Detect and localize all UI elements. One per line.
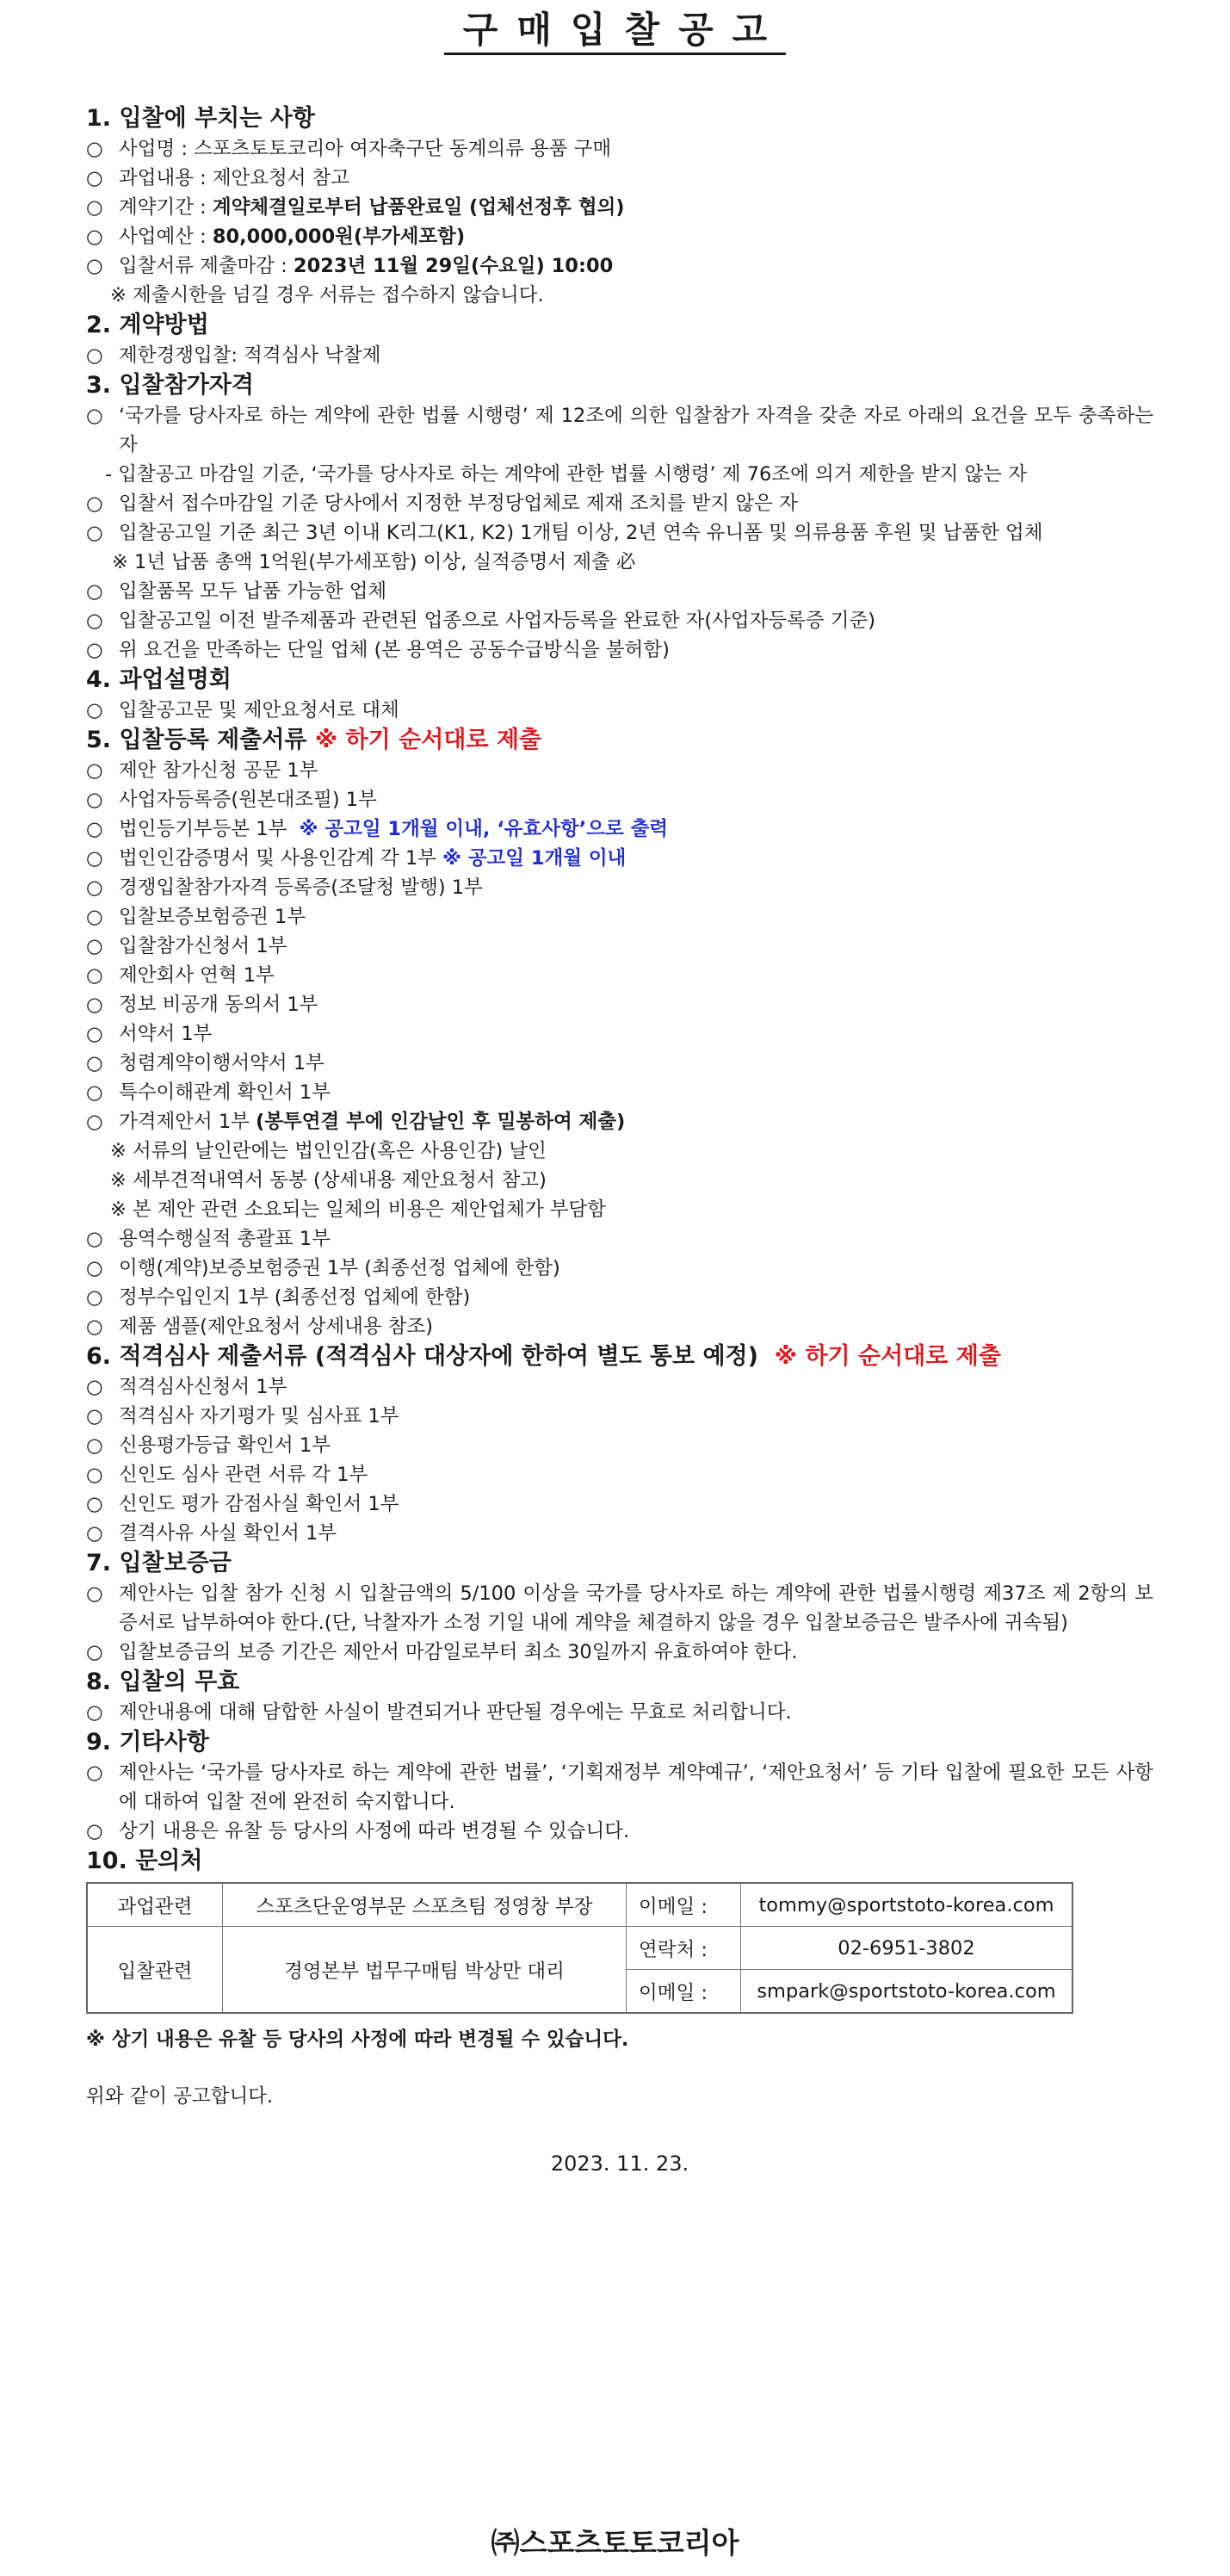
list-item: ○ 서약서 1부 [86,1019,1153,1049]
list-item: ○ 사업예산 : 80,000,000원(부가세포함) [86,222,1153,251]
list-item: ○ 용역수행실적 총괄표 1부 [86,1224,1153,1254]
section-10 [86,1846,1153,2176]
list-item: ○ 상기 내용은 유찰 등 당사의 사정에 따라 변경될 수 있습니다. [86,1817,1153,1846]
list-item: ○ 위 요건을 만족하는 단일 업체 (본 용역은 공동수급방식을 불허함) [86,635,1153,665]
list-item: ○ ‘국가를 당사자로 하는 계약에 관한 법률 시행령’ 제 12조에 의한 입찰참가 자격을 갖춘 자로 아래의 요건을 모두 충족하는 자 [86,401,1153,460]
list-item: ○ 결격사유 사실 확인서 1부 [86,1519,1153,1548]
section-1 [86,103,1153,310]
section-heading: 1. 입찰에 부치는 사항 [86,105,315,132]
list-item: ○ 과업내용 : 제안요청서 참고 [86,164,1153,193]
phone-value[interactable]: 02-6951-3802 [741,1927,1073,1970]
note: ※ 서류의 날인란에는 법인인감(혹은 사용인감) 날인 [110,1140,547,1162]
list-item: ○ 제안사는 입찰 참가 신청 시 입찰금액의 5/100 이상을 국가를 당사자로 하는 계약에 관한 법률시행령 제37조 제 2항의 보증서로 납부하여야 한다.(단, 낙찰자가 소정 기일 내에 계약을 체결하지 않을 경우 입찰보증금은 발주사에 귀속됨) [86,1579,1153,1638]
list-item: ○ 입찰보증보험증권 1부 [86,902,1153,932]
list-item: ○ 제안회사 연혁 1부 [86,961,1153,990]
section-heading: 2. 계약방법 [86,312,209,338]
section-heading: 7. 입찰보증금 [86,1550,232,1576]
list-item: ○ 입찰서 접수마감일 기준 당사에서 지정한 부정당업체로 제재 조치를 받지 않은 자 [86,489,1153,518]
section-6 [86,1341,1153,1548]
list-item: ○ 입찰공고일 이전 발주제품과 관련된 업종으로 사업자등록을 완료한 자(사업자등록증 기준) [86,606,1153,635]
list-item: ○ 법인등기부등본 1부 ※ 공고일 1개월 이내, ‘유효사항’으로 출력 [86,814,1153,844]
table-cell: 스포츠단운영부문 스포츠팀 정영창 부장 [223,1883,627,1927]
sub-item: - 입찰공고 마감일 기준, ‘국가를 당사자로 하는 계약에 관한 법률 시행령’ 제 76조에 의거 제한을 받지 않는 자 [105,463,1027,486]
table-cell: 이메일 : [627,1970,741,2014]
list-item: ○ 적격심사 자기평가 및 심사표 1부 [86,1402,1153,1431]
note: ※ 1년 납품 총액 1억원(부가세포함) 이상, 실적증명서 제출 必 [112,551,636,573]
section-9 [86,1727,1153,1846]
list-item: ○ 제품 샘플(제안요청서 상세내용 참조) [86,1312,1153,1341]
list-item: ○ 신용평가등급 확인서 1부 [86,1431,1153,1460]
section-8 [86,1667,1153,1727]
organization-name: ㈜스포츠토토코리아 [491,2526,739,2560]
list-item: ○ 정보 비공개 동의서 1부 [86,990,1153,1019]
list-item: ○ 정부수입인지 1부 (최종선정 업체에 한함) [86,1283,1153,1312]
table-cell: 연락처 : [627,1927,741,1970]
section-heading: 10. 문의처 [86,1848,203,1874]
contact-table [86,1882,1073,2014]
email-value[interactable]: tommy@sportstoto-korea.com [741,1883,1073,1927]
list-item: ○ 법인인감증명서 및 사용인감계 각 1부 ※ 공고일 1개월 이내 [86,844,1153,873]
section-heading: 4. 과업설명회 [86,666,232,693]
table-row [87,1883,1072,1927]
announcement-date: 2023. 11. 23. [550,2152,689,2176]
order-note: ※ 하기 순서대로 제출 [314,727,542,753]
list-item: ○ 이행(계약)보증보험증권 1부 (최종선정 업체에 한함) [86,1254,1153,1283]
table-cell: 입찰관련 [87,1927,223,2014]
list-item: ○ 계약기간 : 계약체결일로부터 납품완료일 (업체선정후 협의) [86,193,1153,222]
section-heading: 3. 입찰참가자격 [86,372,254,399]
section-heading: 9. 기타사항 [86,1729,209,1756]
list-item: ○ 입찰품목 모두 납품 가능한 업체 [86,577,1153,606]
section-3 [86,370,1153,665]
announcement-body [86,103,1153,2176]
table-cell: 과업관련 [87,1883,223,1927]
section-5 [86,725,1153,1341]
list-item: ○ 청렴계약이행서약서 1부 [86,1049,1153,1078]
section-heading: 8. 입찰의 무효 [86,1669,240,1695]
list-item: ○ 사업명 : 스포츠토토코리아 여자축구단 동계의류 용품 구매 [86,134,1153,164]
list-item: ○ 적격심사신청서 1부 [86,1372,1153,1402]
list-item: ○ 제안 참가신청 공문 1부 [86,756,1153,785]
table-cell: 경영본부 법무구매팀 박상만 대리 [223,1927,627,2014]
table-cell: 이메일 : [627,1883,741,1927]
section-2 [86,310,1153,370]
section-heading: 6. 적격심사 제출서류 (적격심사 대상자에 한하여 별도 통보 예정) ※ 하기 순서대로 제출 [86,1343,1001,1370]
note: ※ 본 제안 관련 소요되는 일체의 비용은 제안업체가 부담함 [110,1198,606,1221]
list-item: ○ 사업자등록증(원본대조필) 1부 [86,785,1153,814]
list-item: ○ 신인도 심사 관련 서류 각 1부 [86,1460,1153,1489]
list-item: ○ 제안내용에 대해 담합한 사실이 발견되거나 판단될 경우에는 무효로 처리합니다. [86,1698,1153,1727]
section-heading: 5. 입찰등록 제출서류 ※ 하기 순서대로 제출 [86,727,542,753]
page-title: 구매입찰공고 [0,2,1230,53]
list-item: ○ 입찰서류 제출마감 : 2023년 11월 29일(수요일) 10:00 [86,251,1153,281]
closing-text: 위와 같이 공고합니다. [86,2085,274,2108]
section-7 [86,1548,1153,1667]
list-item: ○ 경쟁입찰참가자격 등록증(조달청 발행) 1부 [86,873,1153,902]
table-row [87,1927,1072,1970]
list-item: ○ 제안사는 ‘국가를 당사자로 하는 계약에 관한 법률’, ‘기획재정부 계약예규’, ‘제안요청서’ 등 기타 입찰에 필요한 모든 사항에 대하여 입찰 전에 완전히 숙지합니다. [86,1758,1153,1817]
note: ※ 제출시한을 넘길 경우 서류는 접수하지 않습니다. [110,284,544,307]
footer-note: ※ 상기 내용은 유찰 등 당사의 사정에 따라 변경될 수 있습니다. [86,2028,629,2051]
list-item: ○ 제한경쟁입찰: 적격심사 낙찰제 [86,341,1153,370]
list-item: ○ 입찰공고일 기준 최근 3년 이내 K리그(K1, K2) 1개팀 이상, 2년 연속 유니폼 및 의류용품 후원 및 납품한 업체 [86,518,1153,548]
list-item: ○ 가격제안서 1부 (봉투연결 부에 인감날인 후 밀봉하여 제출) [86,1107,1153,1136]
list-item: ○ 입찰참가신청서 1부 [86,932,1153,961]
section-4 [86,665,1153,725]
list-item: ○ 신인도 평가 감점사실 확인서 1부 [86,1489,1153,1519]
list-item: ○ 입찰공고문 및 제안요청서로 대체 [86,696,1153,725]
email-value[interactable]: smpark@sportstoto-korea.com [741,1970,1073,2014]
order-note: ※ 하기 순서대로 제출 [774,1343,1001,1370]
list-item: ○ 특수이해관계 확인서 1부 [86,1078,1153,1107]
list-item: ○ 입찰보증금의 보증 기간은 제안서 마감일로부터 최소 30일까지 유효하여야 한다. [86,1638,1153,1667]
note: ※ 세부견적내역서 동봉 (상세내용 제안요청서 참고) [110,1169,547,1192]
